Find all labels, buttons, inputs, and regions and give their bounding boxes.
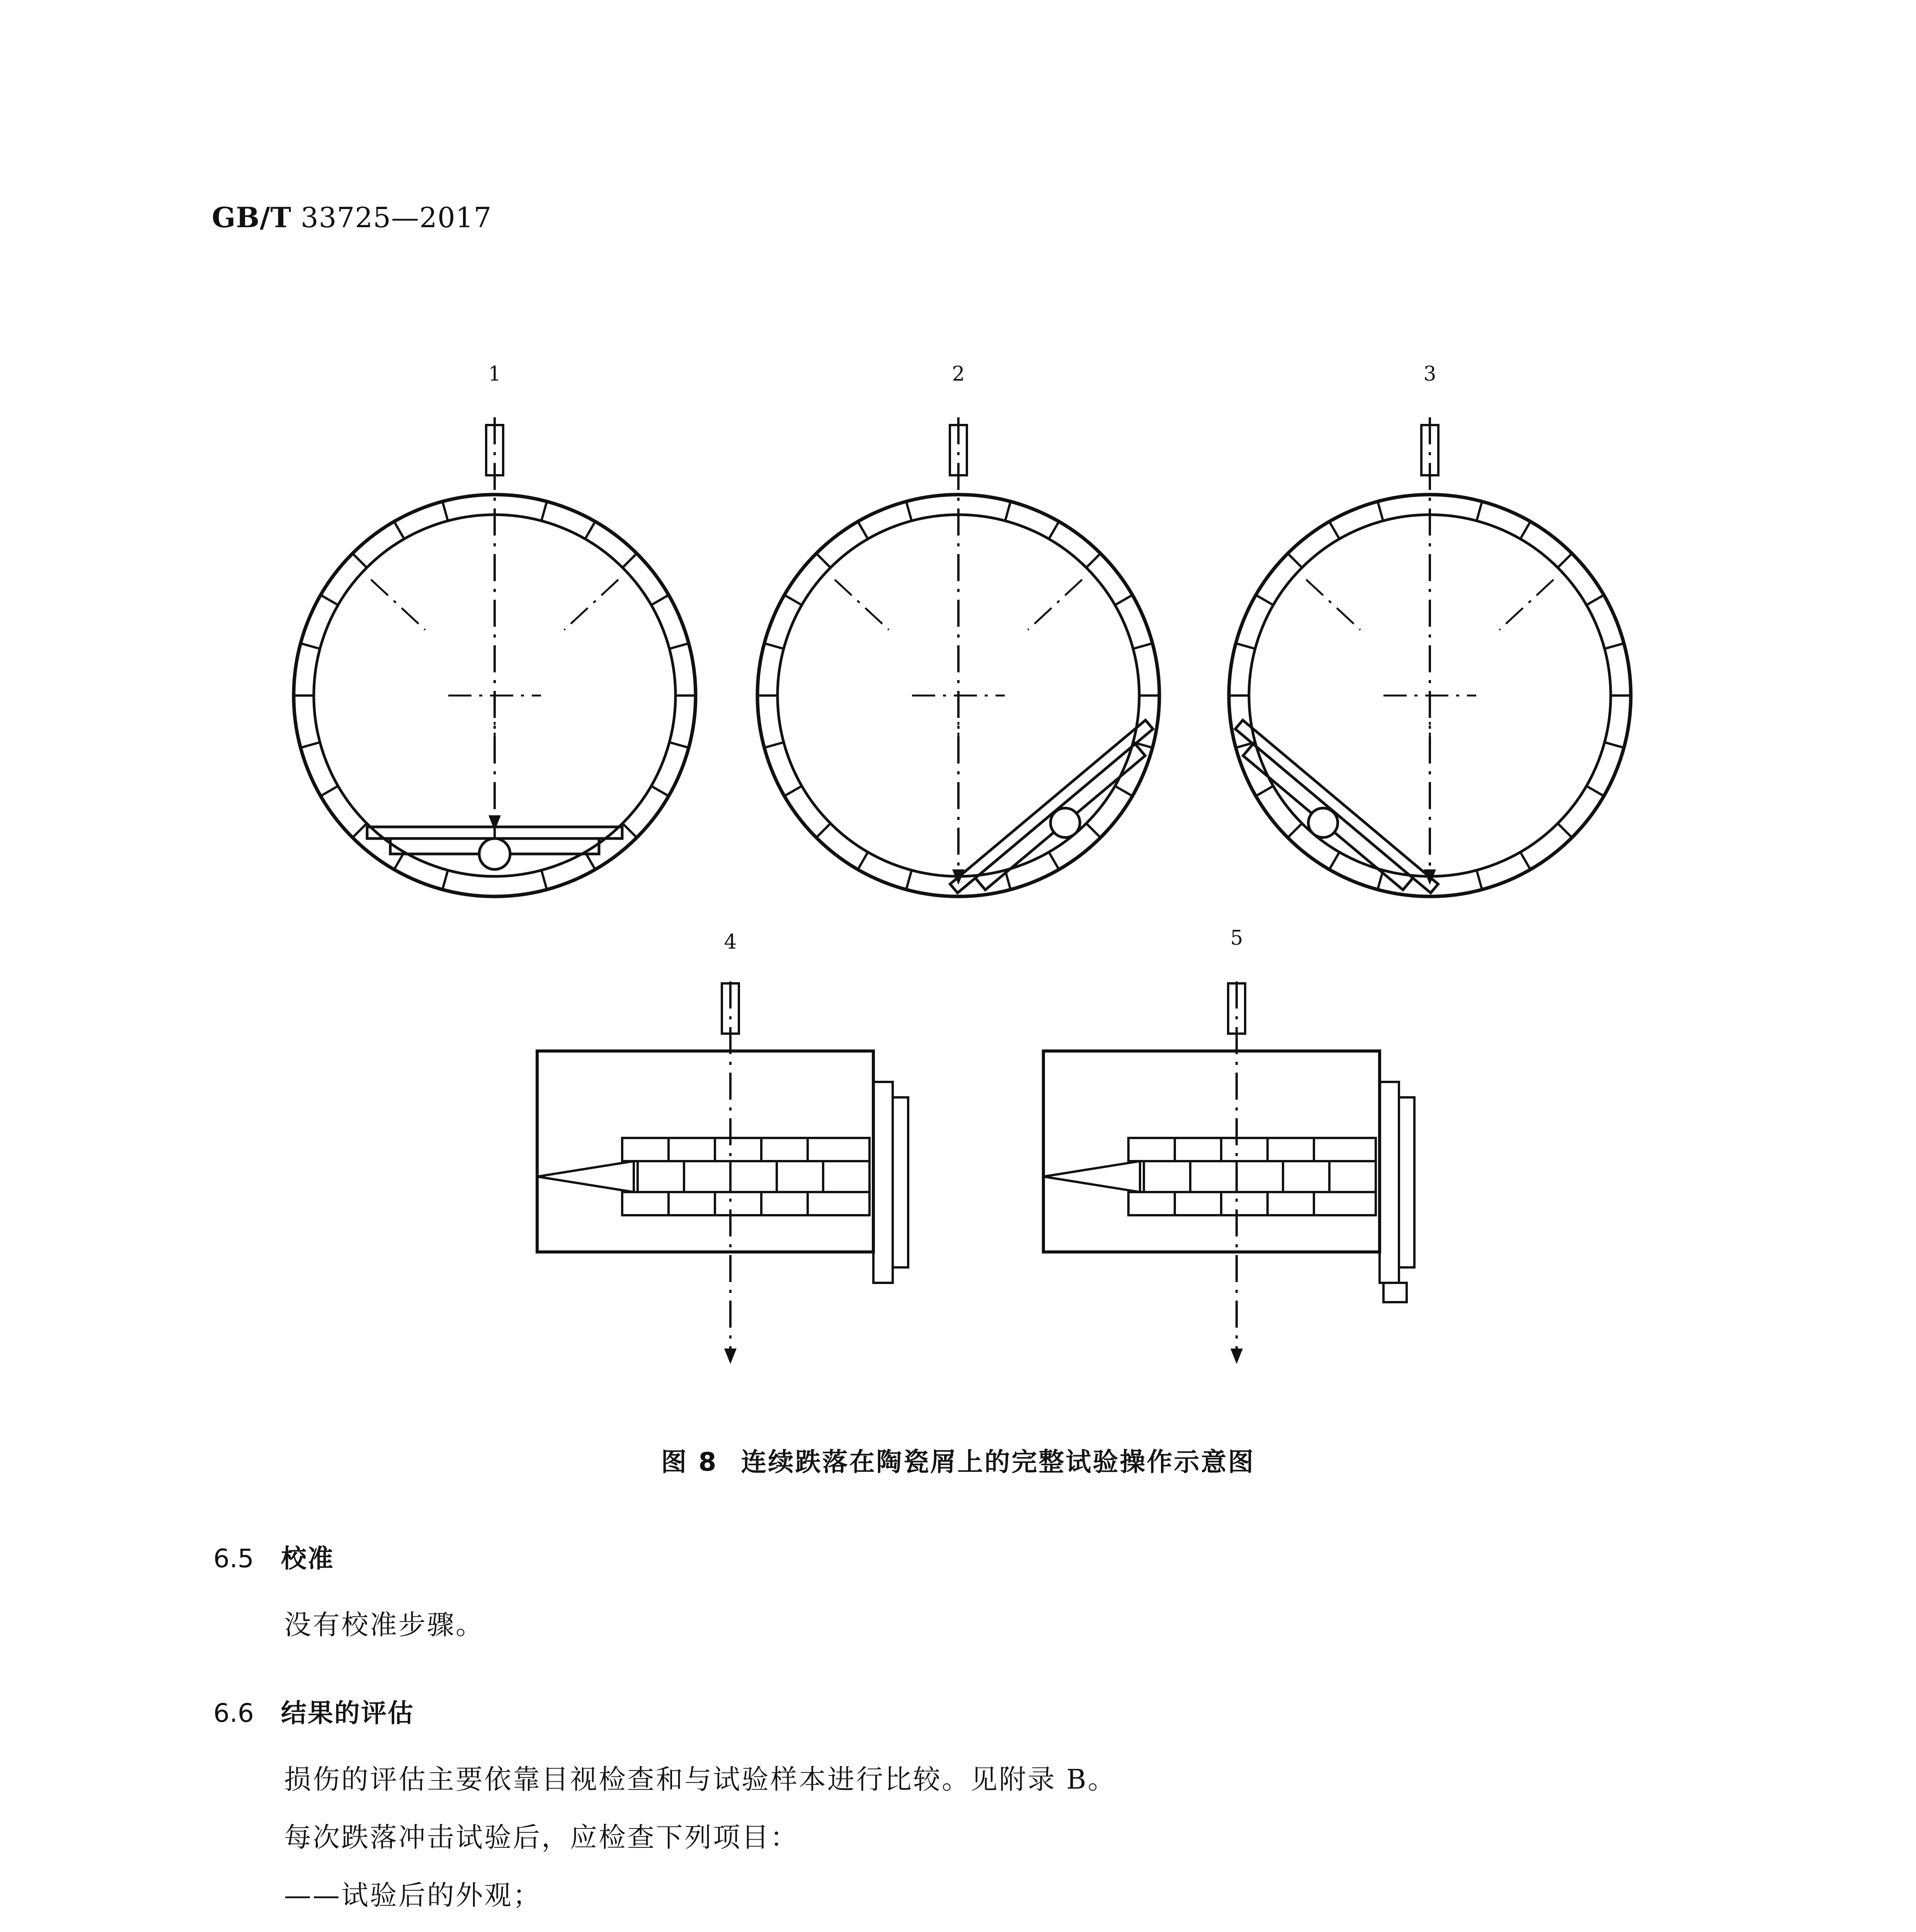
figure-caption-number: 图 8 xyxy=(661,1447,718,1477)
section-number: 6.5 xyxy=(213,1544,254,1573)
section-heading-6-5 xyxy=(213,1538,334,1575)
figure-label-4: 4 xyxy=(724,930,737,954)
figure-label-1: 1 xyxy=(488,362,501,386)
section-title: 校准 xyxy=(281,1544,334,1573)
figure-caption xyxy=(0,1441,1916,1478)
section-number: 6.6 xyxy=(213,1698,254,1728)
figure-label-2: 2 xyxy=(952,362,965,386)
standard-number: 33725—2017 xyxy=(301,201,492,234)
list-item: ——试验后的外观； xyxy=(284,1879,541,1911)
section-diagram-4 xyxy=(537,981,908,1364)
paragraph: 没有校准步骤。 xyxy=(284,1609,484,1641)
section-title: 结果的评估 xyxy=(281,1698,414,1728)
drum-diagram-3 xyxy=(1216,417,1631,916)
paragraph: 损伤的评估主要依靠目视检查和与试验样本进行比较。见附录 B。 xyxy=(284,1764,1116,1795)
figure-label-3: 3 xyxy=(1423,362,1436,386)
standard-prefix: GB/T xyxy=(212,201,292,234)
drum-diagram-2 xyxy=(757,417,1172,916)
figure-caption-text: 连续跌落在陶瓷屑上的完整试验操作示意图 xyxy=(741,1447,1255,1477)
figure-label-5: 5 xyxy=(1230,927,1243,950)
section-diagram-5 xyxy=(1043,981,1414,1364)
paragraph: 每次跌落冲击试验后，应检查下列项目： xyxy=(284,1821,799,1853)
section-heading-6-6 xyxy=(213,1692,414,1729)
drum-diagram-1 xyxy=(294,417,696,896)
